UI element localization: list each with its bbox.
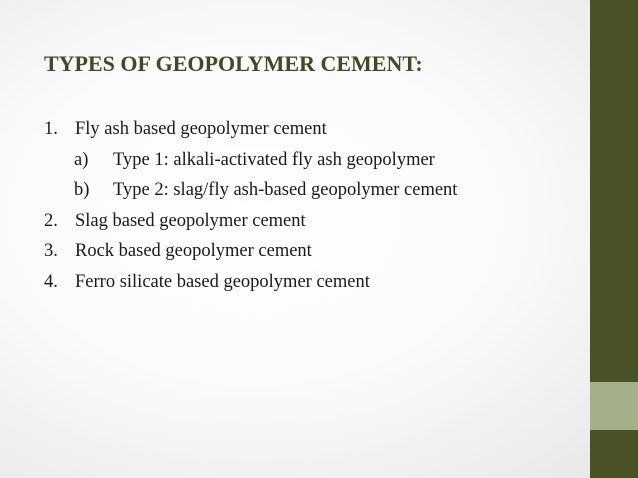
list-marker: 1. xyxy=(44,119,58,139)
slide-title: TYPES OF GEOPOLYMER CEMENT: xyxy=(44,51,423,76)
list-marker: 3. xyxy=(44,241,58,261)
list-item xyxy=(44,267,457,298)
list-item-text: Type 1: alkali-activated fly ash geopolymer xyxy=(113,149,435,170)
list-marker: a) xyxy=(74,149,89,170)
list-marker: 2. xyxy=(44,210,58,231)
sub-list-item xyxy=(44,175,457,206)
list-item-text: Slag based geopolymer cement xyxy=(75,210,306,231)
list-item-text: Ferro silicate based geopolymer cement xyxy=(75,271,370,292)
content-list xyxy=(44,114,457,297)
list-item-text: Type 2: slag/fly ash-based geopolymer cement xyxy=(113,180,458,200)
list-marker: 4. xyxy=(44,271,58,292)
list-item xyxy=(44,236,457,267)
list-item-text: Fly ash based geopolymer cement xyxy=(75,119,327,139)
side-accent-block xyxy=(590,382,638,430)
list-item xyxy=(44,114,457,145)
list-marker: b) xyxy=(74,180,90,200)
sub-list-item xyxy=(44,145,457,176)
list-item xyxy=(44,206,457,237)
list-item-text: Rock based geopolymer cement xyxy=(75,241,312,261)
